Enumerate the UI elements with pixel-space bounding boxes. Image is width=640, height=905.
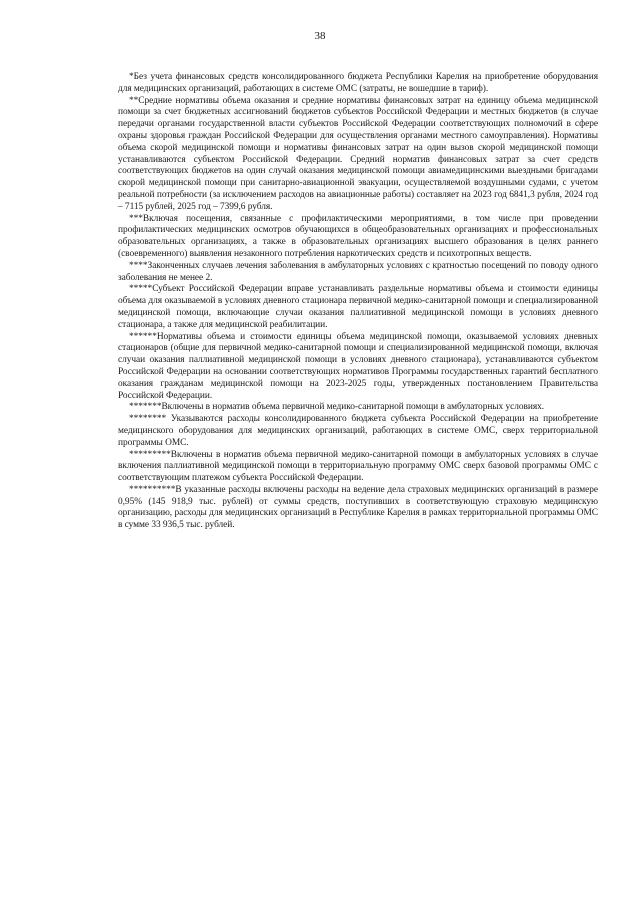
footnote-7: *******Включены в норматив объема первичной медико-санитарной помощи в амбулаторных условиях.	[129, 402, 545, 413]
footnotes-section	[118, 72, 598, 532]
footnote-9: *********Включены в норматив объема первичной медико-санитарной помощи в амбулаторных условиях в случае включения паллиативной медицинской помощи в территориальную программу ОМС сверх базовой программы ОМС с соответствующим платежом субъекта Российской Федерации.	[118, 449, 598, 484]
footnote-1: *Без учета финансовых средств консолидированного бюджета Республики Карелия на приобретение оборудования для медицинских организаций, работающих в системе ОМС (затраты, не вошедшие в тариф).	[118, 72, 598, 94]
footnote-3: ***Включая посещения, связанные с профилактическими мероприятиями, в том числе при проведении профилактических медицинских осмотров обучающихся в общеобразовательных организациях и профессиональных образовательных организациях, а также в образовательных организациях высшего образования в целях раннего (своевременного) выявления незаконного потребления наркотических средств и психотропных веществ.	[118, 213, 598, 259]
footnote-6: ******Нормативы объема и стоимости единицы объема медицинской помощи, оказываемой условиях дневных стационаров (общие для первичной медико-санитарной помощи и специализированной медицинской помощи, включая случаи оказания паллиативной медицинской помощи в условиях дневного стационара), устанавливаются субъектом Российской Федерации на основании соответствующих нормативов Программы государственных гарантий бесплатного оказания гражданам медицинской помощи на 2023-2025 годы, утвержденных постановлением Правительства Российской Федерации.	[118, 331, 598, 401]
page-number: 38	[314, 30, 326, 42]
footnote-4: ****Законченных случаев лечения заболевания в амбулаторных условиях с кратностью посещений по поводу одного заболевания не менее 2.	[118, 260, 598, 283]
footnote-10: **********В указанные расходы включены расходы на ведение дела страховых медицинских организаций в размере 0,95% (145 918,9 тыс. рублей) от суммы средств, поступивших в соответствующую страховую медицинскую организацию, расходы для медицинских организаций в Республике Карелия в рамках территориальной программы ОМС в сумме 33 936,5 тыс. рублей.	[118, 484, 598, 531]
footnote-8: ******** Указываются расходы консолидированного бюджета субъекта Российской Федерации на приобретение медицинского оборудования для медицинских организаций, работающих в системе ОМС, сверх территориальной программы ОМС.	[118, 414, 598, 448]
footnote-5: *****Субъект Российской Федерации вправе устанавливать раздельные нормативы объема и стоимости единицы объема для оказываемой в условиях дневного стационара первичной медико-санитарной помощи и специализированной медицинской помощи, включающие случаи оказания паллиативной медицинской помощи в условиях дневного стационара, а также для медицинской реабилитации.	[118, 284, 598, 330]
footnote-2: **Средние нормативы объема оказания и средние нормативы финансовых затрат на единицу объема медицинской помощи за счет бюджетных ассигнований бюджетов субъектов Российской Федерации и местных бюджетов (в случае передачи органами государственной власти субъектов Российской Федерации соответствующих полномочий в сфере охраны здоровья граждан Российской Федерации для осуществления органами местного самоуправления). Нормативы объема скорой медицинской помощи и нормативы финансовых затрат на один вызов скорой медицинской помощи устанавливаются субъектом Российской Федерации. Средний норматив финансовых затрат за счет средств соответствующих бюджетов на один случай оказания медицинской помощи авиамедицинскими выездными бригадами скорой медицинской помощи при санитарно-авиационной эвакуации, осуществляемой воздушными судами, с учетом реальной потребности (за исключением расходов на авиационные работы) составляет на 2023 год 6841,3 рубля, 2024 год – 7115 рублей, 2025 год – 7399,6 рубля.	[118, 95, 598, 212]
